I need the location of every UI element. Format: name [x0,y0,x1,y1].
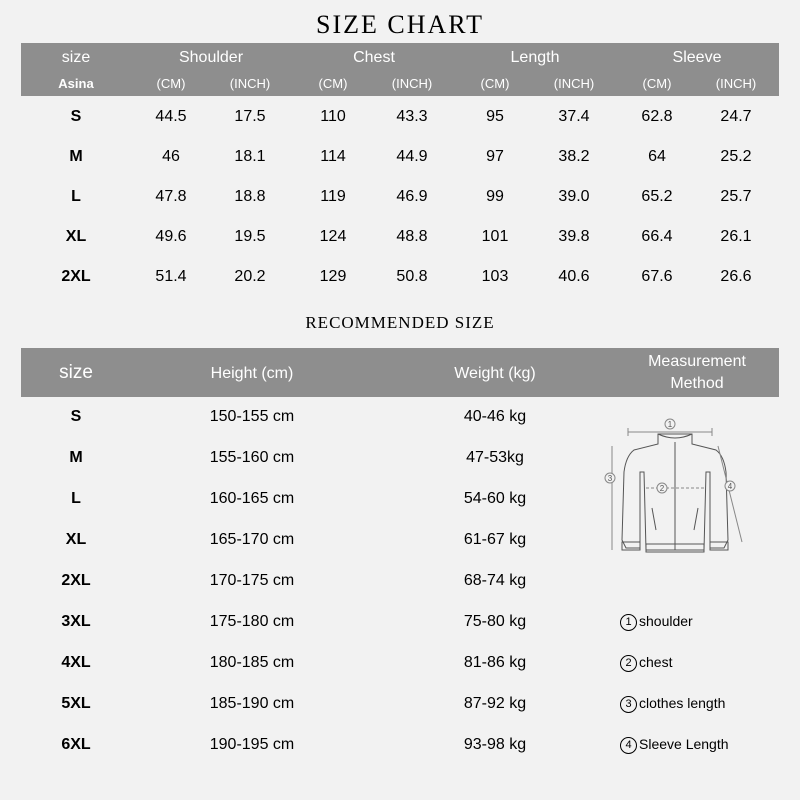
diagram-mark-4: 4 [727,482,733,491]
table-cell: 19.5 [234,228,266,245]
size-label: 4XL [61,654,91,671]
weight-cell: 40-46 kg [463,408,527,425]
measurement-item [620,695,725,713]
size-label: S [70,408,82,425]
table-cell: 25.2 [720,148,752,165]
table-cell: 37.4 [558,108,590,125]
size-label: 2XL [61,572,91,589]
cm-unit-header: (CM) [480,76,510,91]
cm-unit-header: (CM) [318,76,348,91]
size-label: 5XL [61,695,91,712]
table-cell: 124 [319,228,347,245]
table-cell: 25.7 [720,188,752,205]
jacket-measurement-diagram [600,412,750,560]
table-cell: 50.8 [396,268,428,285]
table-cell: 97 [486,148,504,165]
table-cell: 65.2 [641,188,673,205]
measurement-label: Sleeve Length [639,736,729,752]
table-cell: 129 [319,268,347,285]
table-cell: 26.1 [720,228,752,245]
size-label: M [69,148,83,165]
size-header: size [61,49,91,66]
weight-cell: 87-92 kg [463,695,527,712]
table-cell: 44.5 [155,108,187,125]
height-cell: 185-190 cm [209,695,295,712]
weight-header: Weight (kg) [454,365,536,382]
table-cell: 51.4 [155,268,187,285]
size-label: L [71,490,81,507]
table-cell: 43.3 [396,108,428,125]
height-header: Height (cm) [210,365,294,382]
table-cell: 62.8 [641,108,673,125]
table-cell: 101 [481,228,509,245]
table-cell: 46.9 [396,188,428,205]
table-cell: 95 [486,108,504,125]
table-cell: 67.6 [641,268,673,285]
height-cell: 180-185 cm [209,654,295,671]
table-cell: 64 [648,148,666,165]
measurement-item [620,736,729,754]
cm-unit-header: (CM) [642,76,672,91]
table-cell: 103 [481,268,509,285]
group-header: Chest [353,49,395,66]
table-cell: 119 [320,188,346,205]
cm-unit-header: (CM) [156,76,186,91]
measurement-number: 3 [620,696,637,713]
inch-unit-header: (INCH) [715,76,757,91]
size-label: XL [65,531,87,548]
diagram-mark-3: 3 [607,474,613,483]
inch-unit-header: (INCH) [391,76,433,91]
size-label: L [71,188,81,205]
table-cell: 44.9 [396,148,428,165]
group-header: Length [510,49,560,66]
table-cell: 49.6 [155,228,187,245]
table-cell: 110 [320,108,346,125]
size-header: size [59,362,93,383]
table-cell: 26.6 [720,268,752,285]
size-chart-header [21,43,779,96]
recommended-size-header [21,348,779,397]
measurement-label: clothes length [639,695,726,711]
table-cell: 17.5 [234,108,266,125]
group-header: Sleeve [672,49,722,66]
table-cell: 40.6 [558,268,590,285]
table-cell: 48.8 [396,228,428,245]
sleeve-arrow [718,446,742,542]
size-label: M [69,449,83,466]
table-cell: 46 [162,148,180,165]
size-label: 6XL [61,736,91,753]
table-cell: 66.4 [641,228,673,245]
height-cell: 165-170 cm [209,531,295,548]
size-label: S [70,108,82,125]
height-cell: 175-180 cm [209,613,295,630]
diagram-mark-1: 1 [667,420,673,429]
weight-cell: 47-53kg [466,449,524,466]
measurement-number: 1 [620,614,637,631]
height-cell: 150-155 cm [209,408,295,425]
weight-cell: 81-86 kg [463,654,527,671]
height-cell: 170-175 cm [209,572,295,589]
recommended-size-title: RECOMMENDED SIZE [305,313,495,332]
diagram-mark-2: 2 [659,484,665,493]
table-cell: 47.8 [155,188,187,205]
size-chart-title: SIZE CHART [316,10,484,39]
weight-cell: 68-74 kg [463,572,527,589]
measurement-number: 4 [620,737,637,754]
height-cell: 155-160 cm [209,449,295,466]
table-cell: 38.2 [558,148,590,165]
inch-unit-header: (INCH) [553,76,595,91]
measurement-item [620,613,693,631]
size-label: 3XL [61,613,91,630]
table-cell: 18.8 [234,188,266,205]
size-label: 2XL [61,268,91,285]
table-cell: 114 [320,148,346,165]
table-cell: 99 [486,188,504,205]
size-label: XL [65,228,87,245]
measurement-number: 2 [620,655,637,672]
table-cell: 18.1 [234,148,266,165]
inch-unit-header: (INCH) [229,76,271,91]
weight-cell: 93-98 kg [463,736,527,753]
weight-cell: 54-60 kg [463,490,527,507]
weight-cell: 61-67 kg [463,531,527,548]
measurement-label: shoulder [639,613,693,629]
measurement-method-header: Measurement [648,353,746,370]
measurement-item [620,654,672,672]
measurement-label: chest [639,654,673,670]
height-cell: 190-195 cm [209,736,295,753]
asina-header: Asina [58,76,94,91]
group-header: Shoulder [178,49,244,66]
weight-cell: 75-80 kg [463,613,527,630]
height-cell: 160-165 cm [209,490,295,507]
measurement-method-header: Method [670,375,724,392]
table-cell: 20.2 [234,268,266,285]
table-cell: 24.7 [720,108,752,125]
table-cell: 39.0 [558,188,590,205]
table-cell: 39.8 [558,228,590,245]
